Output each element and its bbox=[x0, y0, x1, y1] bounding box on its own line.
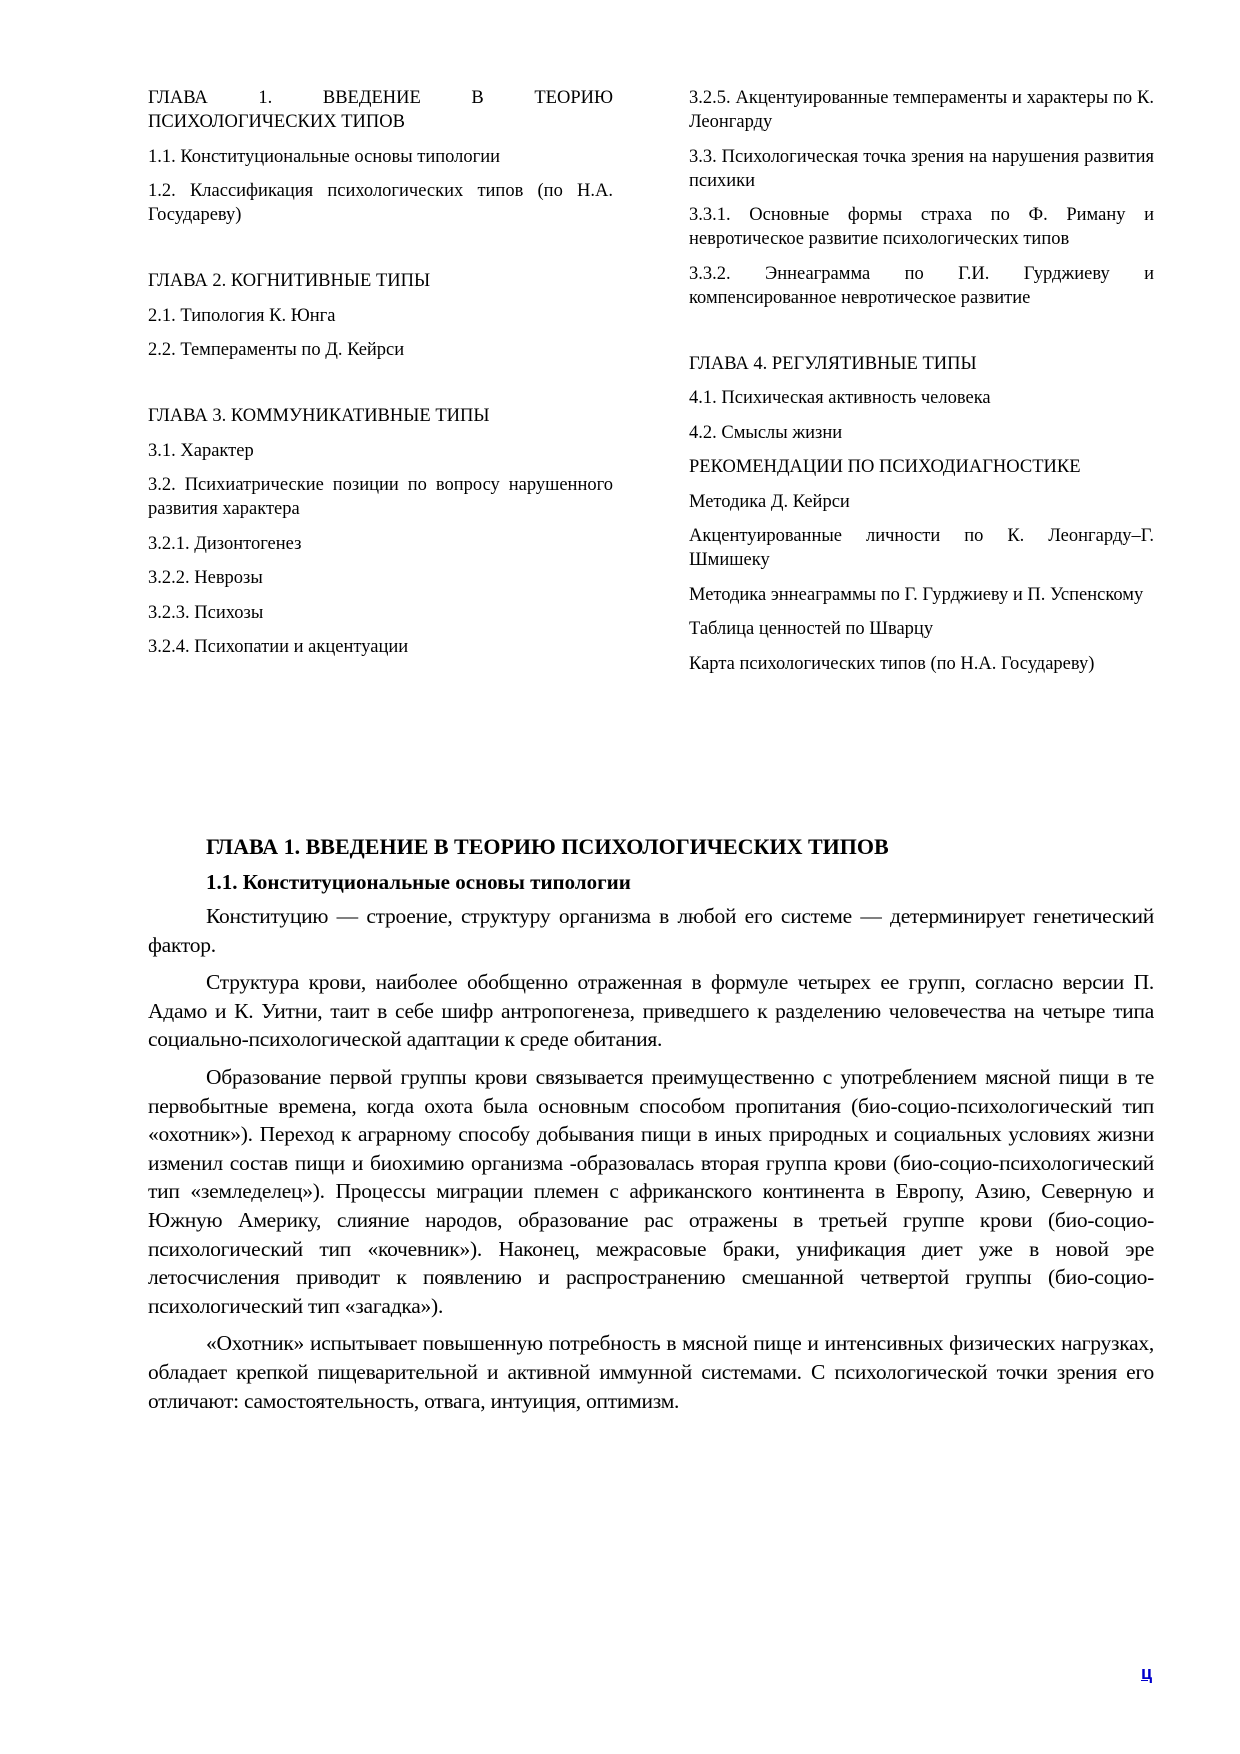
table-of-contents bbox=[148, 86, 1154, 686]
toc-item[interactable]: 4.2. Смыслы жизни bbox=[689, 422, 843, 443]
toc-item[interactable]: ГЛАВА 1. ВВЕДЕНИЕ В ТЕОРИЮ ПСИХОЛОГИЧЕСКИХ ТИПОВ bbox=[148, 88, 613, 132]
toc-item[interactable]: 3.2.5. Акцентуированные темпераменты и характеры по К. Леонгарду bbox=[689, 88, 1154, 132]
chapter-body bbox=[148, 833, 1154, 1424]
toc-item[interactable]: 1.1. Конституциональные основы типологии bbox=[148, 146, 501, 167]
toc-item[interactable]: ГЛАВА 3. КОММУНИКАТИВНЫЕ ТИПЫ bbox=[148, 406, 490, 426]
section-title: 1.1. Конституциональные основы типологии bbox=[206, 870, 631, 894]
toc-item[interactable]: ГЛАВА 4. РЕГУЛЯТИВНЫЕ ТИПЫ bbox=[689, 353, 977, 374]
toc-item[interactable]: Таблица ценностей по Шварцу bbox=[689, 619, 934, 639]
paragraph: «Охотник» испытывает повышенную потребность в мясной пище и интенсивных физических нагрузках, обладает крепкой пищеварительной и активной иммунной системами. С психологической точки зрения его отличают: самостоятельность, отвага, интуиция, оптимизм. bbox=[148, 1331, 1154, 1413]
toc-item[interactable]: Карта психологических типов (по Н.А. Государеву) bbox=[689, 653, 1095, 674]
toc-item[interactable]: 3.2.3. Психозы bbox=[148, 602, 264, 623]
toc-item[interactable]: 3.2.2. Неврозы bbox=[148, 568, 263, 588]
toc-item[interactable]: 4.1. Психическая активность человека bbox=[689, 388, 991, 408]
toc-item[interactable]: 2.2. Темпераменты по Д. Кейрси bbox=[148, 340, 405, 360]
toc-left-column bbox=[148, 86, 613, 686]
toc-item[interactable]: Методика Д. Кейрси bbox=[689, 491, 850, 512]
toc-item[interactable]: 3.2.1. Дизонтогенез bbox=[148, 533, 302, 554]
toc-item[interactable]: 3.3.1. Основные формы страха по Ф. Риману и невротическое развитие психологических типов bbox=[689, 205, 1154, 249]
toc-item[interactable]: 3.1. Характер bbox=[148, 440, 254, 461]
paragraph: Конституцию — строение, структуру организма в любой его системе — детерминирует генетический фактор. bbox=[148, 904, 1154, 957]
toc-item[interactable]: Методика эннеаграммы по Г. Гурджиеву и П. Успенскому bbox=[689, 584, 1144, 605]
toc-item[interactable]: 2.1. Типология К. Юнга bbox=[148, 305, 336, 326]
chapter-title: ГЛАВА 1. ВВЕДЕНИЕ В ТЕОРИЮ ПСИХОЛОГИЧЕСКИХ ТИПОВ bbox=[206, 834, 889, 859]
page-link[interactable]: ц bbox=[1141, 1663, 1153, 1683]
toc-item[interactable]: 3.3.2. Эннеаграмма по Г.И. Гурджиеву и компенсированное невротическое развитие bbox=[689, 263, 1154, 308]
toc-item[interactable]: 1.2. Классификация психологических типов (по Н.А. Государеву) bbox=[148, 181, 613, 225]
toc-item[interactable]: 3.2. Психиатрические позиции по вопросу нарушенного развития характера bbox=[148, 475, 613, 519]
toc-item[interactable]: ГЛАВА 2. КОГНИТИВНЫЕ ТИПЫ bbox=[148, 271, 431, 291]
toc-item[interactable]: 3.3. Психологическая точка зрения на нарушения развития психики bbox=[689, 146, 1154, 191]
toc-item[interactable]: Акцентуированные личности по К. Леонгарду–Г. Шмишеку bbox=[689, 526, 1154, 570]
paragraph: Структура крови, наиболее обобщенно отраженная в формуле четырех ее групп, согласно версии П. Адамо и К. Уитни, таит в себе шифр антропогенеза, приведшего к разделению человечества на четыре типа социально-психологической адаптации к среде обитания. bbox=[148, 970, 1154, 1052]
paragraph: Образование первой группы крови связывается преимущественно с употреблением мясной пищи в те первобытные времена, когда охота была основным способом пропитания (био-социо-психологический тип «охотник»). Переход к аграрному способу добывания пищи в иных природных и социальных условиях жизни изменил состав пищи и биохимию организма -образовалась вторая группа крови (био-социо-психологический тип «земледелец»). Процессы миграции племен с африканского континента в Европу, Азию, Северную и Южную Америку, слияние народов, образование рас отражены в третьей группе крови (био-социо-психологический тип «кочевник»). Наконец, межрасовые браки, унификация диет уже в новой эре летосчисления приводит к появлению и распространению смешанной четвертой группы (био-социо-психологический тип «загадка»). bbox=[148, 1064, 1154, 1318]
toc-item[interactable]: 3.2.4. Психопатии и акцентуации bbox=[148, 637, 409, 657]
toc-item[interactable]: РЕКОМЕНДАЦИИ ПО ПСИХОДИАГНОСТИКЕ bbox=[689, 457, 1081, 477]
toc-right-column bbox=[689, 86, 1154, 686]
